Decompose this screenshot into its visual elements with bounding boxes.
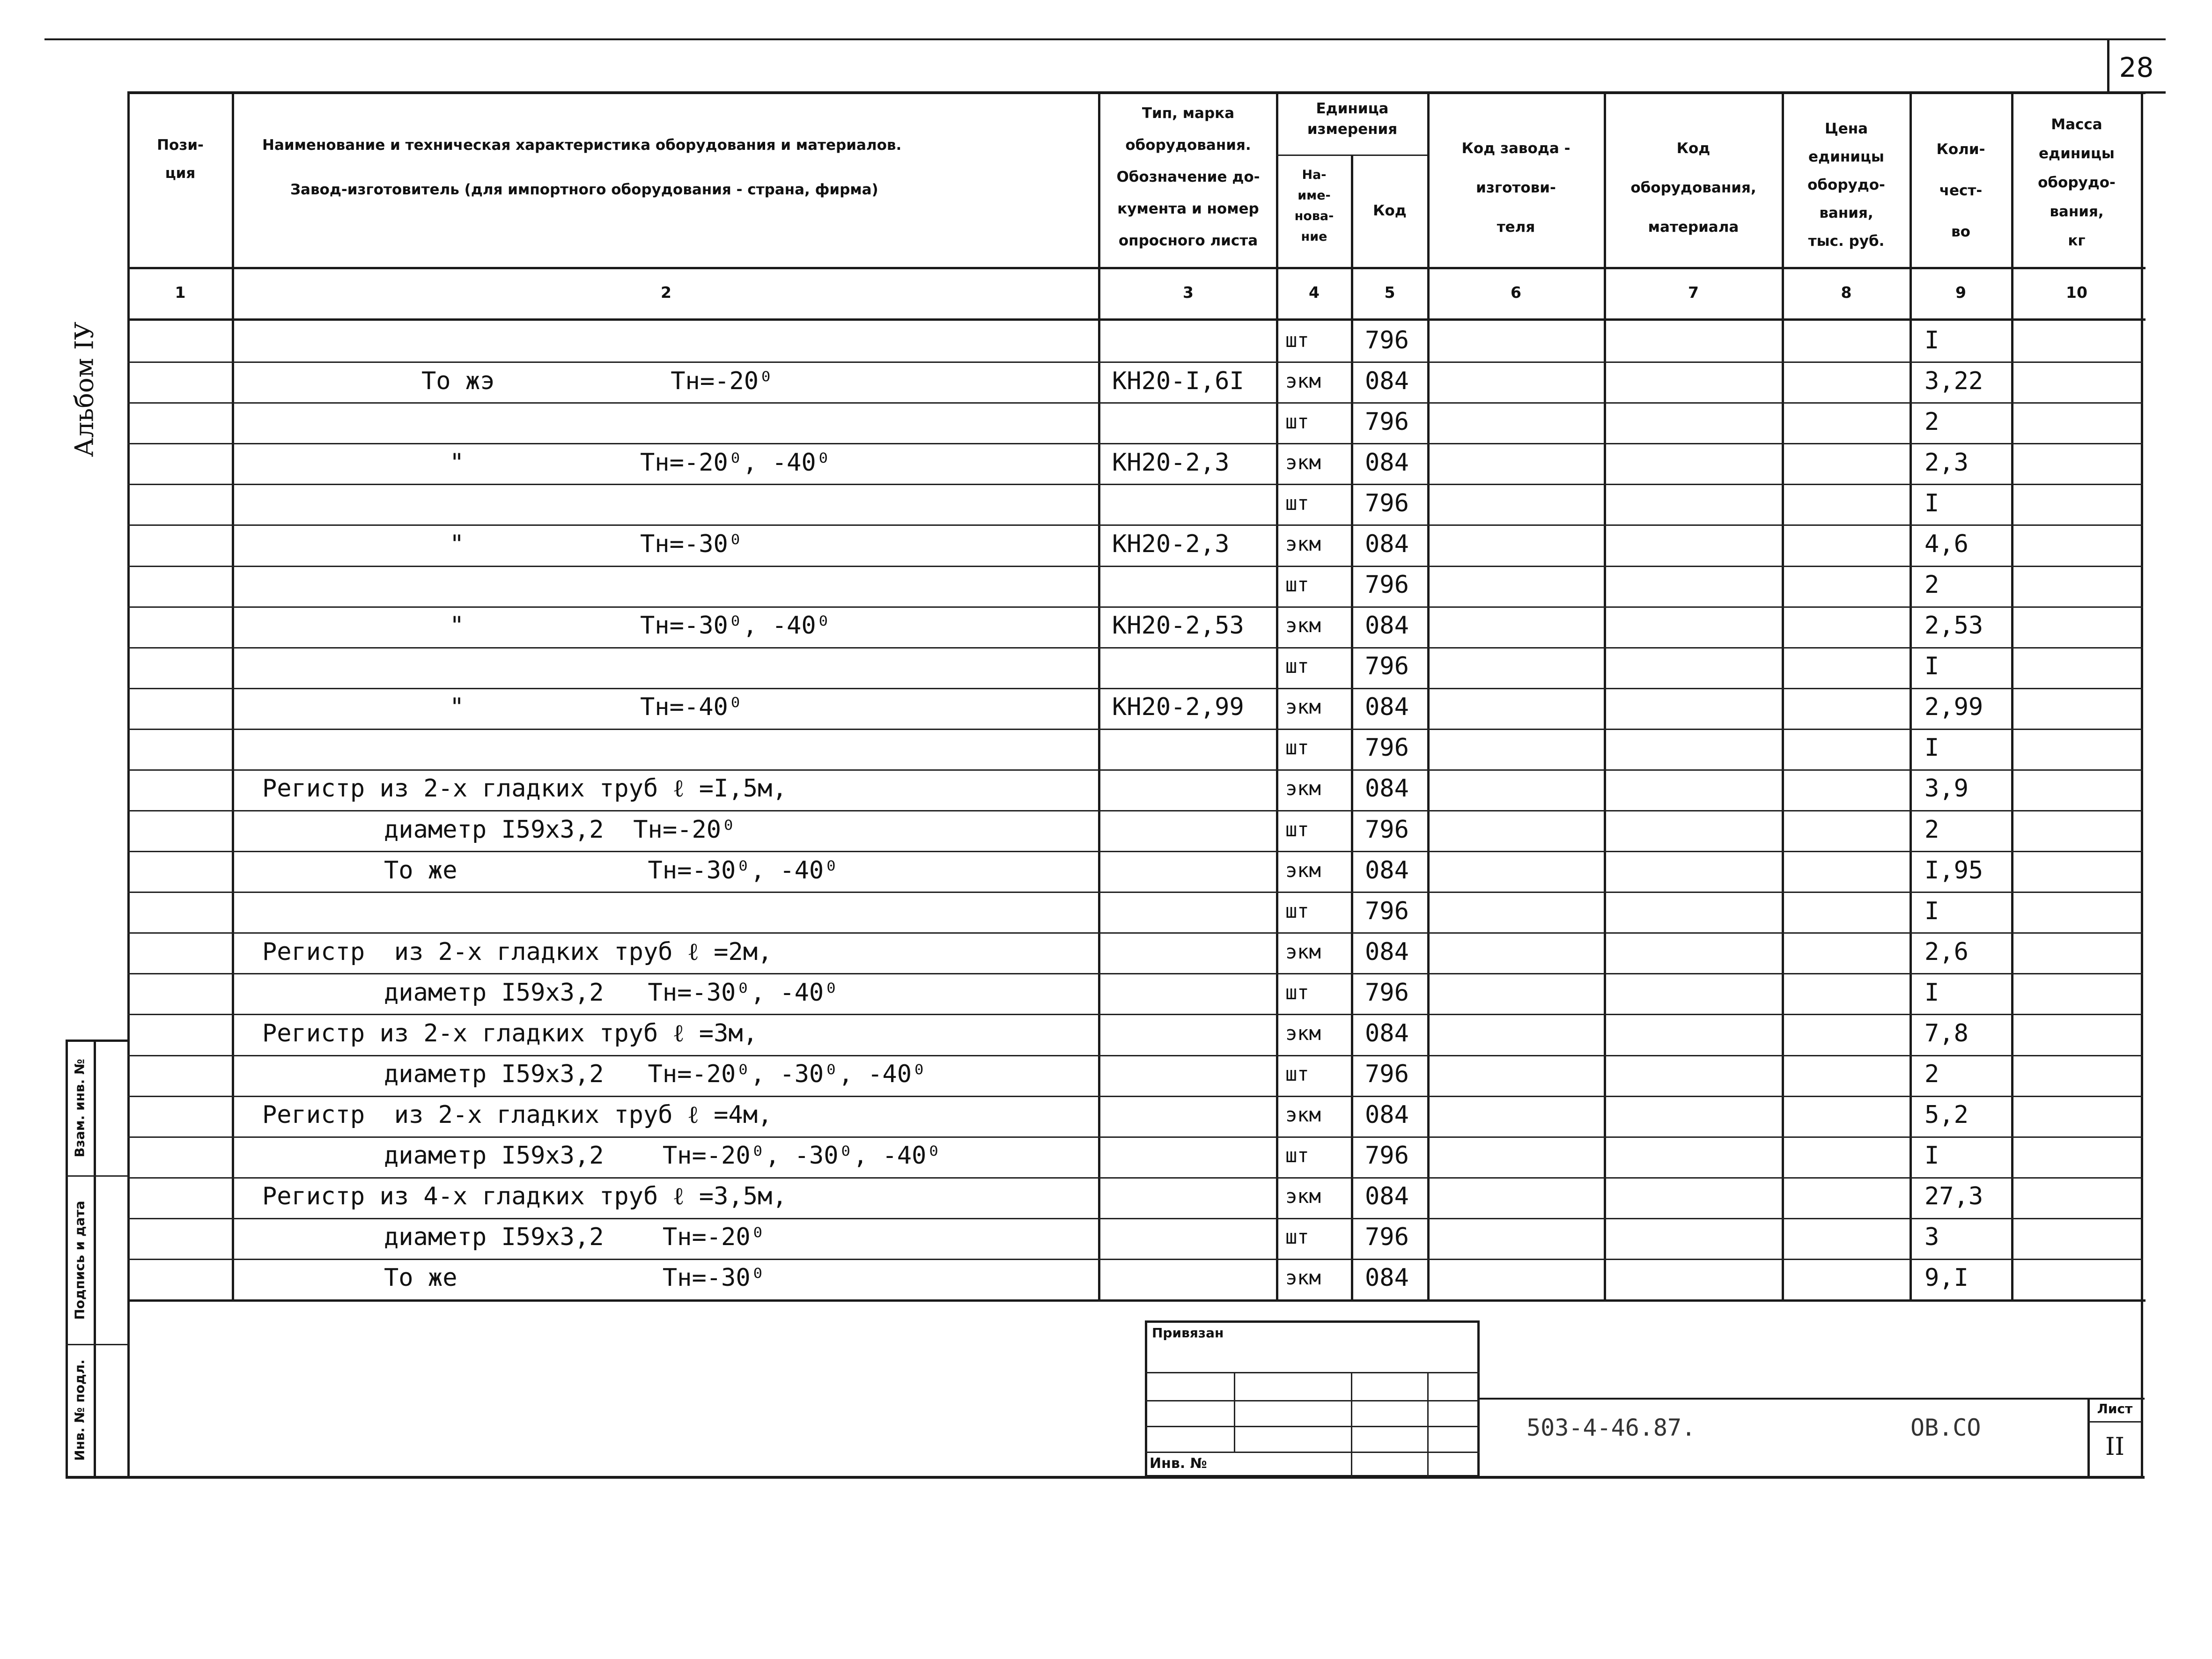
colnum-8: 8 [1841,283,1852,302]
row-unit: шт [1285,900,1309,922]
row-qty: 2 [1924,571,1939,599]
sheet-box-divider [2087,1421,2141,1423]
row-unit: экм [1285,940,1321,963]
row-divider [127,524,2143,526]
row-unit: шт [1285,1225,1309,1248]
stamp-line-3 [1145,1426,1480,1427]
row-qty: I [1924,326,1939,354]
stamp-vline-1 [1234,1372,1235,1452]
header-unit-name: На- име- нова- ние [1294,168,1334,244]
side-label-vzam-inv: Взам. инв. № [72,1059,88,1158]
row-qty: 2,53 [1924,612,1983,640]
row-unit: шт [1285,736,1309,759]
row-divider [127,1136,2143,1138]
colnum-3: 3 [1183,283,1194,302]
row-name: Регистр из 2-х гладких труб ℓ =4м, [262,1101,773,1129]
inv-no-label: Инв. № [1150,1455,1207,1472]
table-top-border [127,91,2146,94]
row-divider [127,1259,2143,1260]
row-unit: шт [1285,1144,1309,1167]
row-divider [127,851,2143,852]
col-line-7 [1782,91,1784,1300]
section-code: ОВ.СО [1910,1414,1981,1441]
row-code: 084 [1365,367,1409,395]
row-code: 084 [1365,1019,1409,1047]
colnum-bottom-border [127,318,2146,321]
row-divider [127,892,2143,893]
row-qty: 2 [1924,408,1939,436]
row-name: То жэ Тн=-20⁰ [421,367,774,395]
row-qty: 2,99 [1924,693,1983,721]
row-code: 084 [1365,1101,1409,1129]
header-name-line2: Завод-изготовитель (для импортного оборудования - страна, фирма) [290,181,878,198]
row-code: 796 [1365,652,1409,680]
row-unit: шт [1285,329,1309,352]
col-line-10 [2141,91,2143,1477]
row-code: 796 [1365,571,1409,599]
col-line-6 [1604,91,1606,1300]
col-line-1 [232,91,234,1300]
row-name: " Тн=-30⁰, -40⁰ [450,612,831,640]
row-name: Регистр из 2-х гладких труб ℓ =3м, [262,1019,758,1047]
row-qty: I [1924,489,1939,517]
side-strip-inner [94,1040,96,1477]
side-strip-left [66,1040,68,1477]
col-line-4 [1351,155,1353,1300]
table-body-bottom [127,1299,2146,1302]
row-code: 796 [1365,1223,1409,1251]
header-plant-code: Код завода - изготови- теля [1461,140,1571,236]
colnum-2: 2 [661,283,671,302]
row-code: 084 [1365,612,1409,640]
col-line-5 [1427,91,1430,1300]
stamp-line-4 [1145,1452,1480,1453]
header-bottom-border [127,267,2146,269]
top-border-line [44,38,2166,40]
header-quantity: Коли- чест- во [1936,141,1985,240]
row-unit: экм [1285,695,1321,718]
document-code: 503-4-46.87. [1526,1414,1696,1441]
row-unit: шт [1285,818,1309,841]
row-divider [127,1177,2143,1179]
header-equipment-code: Код оборудования, материала [1630,140,1756,236]
row-unit: экм [1285,1266,1321,1289]
row-unit: шт [1285,410,1309,433]
row-code: 084 [1365,938,1409,966]
row-code: 796 [1365,1142,1409,1170]
row-qty: 9,I [1924,1264,1969,1292]
row-name: " Тн=-40⁰ [450,693,743,721]
row-type: КН20-2,3 [1112,530,1230,558]
header-unit-code: Код [1373,202,1407,219]
row-code: 084 [1365,856,1409,885]
header-mass: Масса единицы оборудо- вания, кг [2038,116,2116,249]
stamp-line-2 [1145,1400,1480,1401]
row-divider [127,769,2143,771]
row-unit: шт [1285,573,1309,596]
colnum-6: 6 [1511,283,1521,302]
row-unit: шт [1285,981,1309,1004]
row-code: 084 [1365,774,1409,803]
row-code: 796 [1365,326,1409,354]
side-label-inv-podl: Инв. № подл. [72,1359,88,1461]
row-code: 796 [1365,816,1409,844]
row-type: КН20-2,3 [1112,449,1230,477]
row-unit: экм [1285,614,1321,637]
row-qty: 27,3 [1924,1182,1983,1210]
colnum-7: 7 [1688,283,1699,302]
row-divider [127,1096,2143,1097]
colnum-9: 9 [1955,283,1966,302]
row-unit: шт [1285,492,1309,515]
row-type: КН20-2,99 [1112,693,1244,721]
row-qty: 2,6 [1924,938,1969,966]
row-divider [127,1055,2143,1056]
row-divider [127,606,2143,608]
row-divider [127,1014,2143,1015]
header-unit-group: Единица измерения [1307,100,1398,138]
row-name: Регистр из 2-х гладких труб ℓ =2м, [262,938,773,966]
row-qty: 3,9 [1924,774,1969,803]
privyazan-label: Привязан [1152,1325,1224,1341]
row-name: Регистр из 2-х гладких труб ℓ =I,5м, [262,774,787,803]
row-name: То же Тн=-30⁰, -40⁰ [384,856,839,885]
row-divider [127,443,2143,444]
row-divider [127,973,2143,974]
sheet-number: II [2105,1433,2125,1461]
row-qty: I,95 [1924,856,1983,885]
row-divider [127,810,2143,811]
row-divider [127,566,2143,567]
row-qty: 2,3 [1924,449,1969,477]
row-qty: I [1924,652,1939,680]
header-price: Цена единицы оборудо- вания, тыс. руб. [1807,120,1885,250]
row-divider [127,729,2143,730]
col-line-8 [1910,91,1912,1300]
row-unit: шт [1285,1062,1309,1085]
row-divider [127,484,2143,485]
row-unit: экм [1285,1103,1321,1126]
row-name: " Тн=-20⁰, -40⁰ [450,449,831,477]
row-type: КН20-I,6I [1112,367,1244,395]
row-code: 796 [1365,408,1409,436]
colnum-10: 10 [2066,283,2087,302]
row-name: диаметр I59х3,2 Тн=-20⁰, -30⁰, -40⁰ [384,1142,941,1170]
row-code: 796 [1365,897,1409,925]
row-qty: 3,22 [1924,367,1983,395]
row-unit: экм [1285,532,1321,555]
unit-group-divider [1276,155,1427,156]
row-divider [127,932,2143,934]
row-divider [127,688,2143,689]
row-divider [127,402,2143,404]
row-name: То же Тн=-30⁰ [384,1264,765,1292]
row-code: 796 [1365,979,1409,1007]
stamp-vline-2 [1351,1372,1352,1477]
row-qty: 4,6 [1924,530,1969,558]
row-code: 796 [1365,489,1409,517]
row-unit: экм [1285,1185,1321,1208]
row-code: 084 [1365,1182,1409,1210]
row-name: Регистр из 4-х гладких труб ℓ =3,5м, [262,1182,787,1210]
row-divider [127,647,2143,649]
title-block-top [1477,1398,2145,1400]
colnum-5: 5 [1384,283,1395,302]
side-label-podpis-data: Подпись и дата [72,1201,88,1320]
row-code: 084 [1365,530,1409,558]
row-code: 796 [1365,1060,1409,1088]
row-code: 084 [1365,1264,1409,1292]
stamp-line-1 [1145,1372,1480,1373]
row-name: диаметр I59х3,2 Тн=-20⁰ [384,816,736,844]
header-position: Пози- ция [157,137,204,182]
row-qty: 2 [1924,816,1939,844]
row-unit: шт [1285,655,1309,678]
colnum-4: 4 [1309,283,1320,302]
row-name: диаметр I59х3,2 Тн=-20⁰ [384,1223,765,1251]
binding-stamp [1145,1320,1480,1477]
album-label: Альбом IУ [69,321,99,457]
row-code: 796 [1365,734,1409,762]
row-code: 084 [1365,449,1409,477]
row-qty: 7,8 [1924,1019,1969,1047]
col-line-9 [2011,91,2013,1300]
row-divider [127,361,2143,363]
page-number: 28 [2119,52,2154,83]
row-unit: экм [1285,859,1321,882]
colnum-1: 1 [175,283,186,302]
row-type: КН20-2,53 [1112,612,1244,640]
row-unit: экм [1285,777,1321,800]
row-qty: 5,2 [1924,1101,1969,1129]
page-bottom-border [66,1476,2145,1479]
row-qty: I [1924,979,1939,1007]
row-name: " Тн=-30⁰ [450,530,743,558]
row-name: диаметр I59х3,2 Тн=-20⁰, -30⁰, -40⁰ [384,1060,927,1088]
row-qty: I [1924,1142,1939,1170]
row-unit: экм [1285,1022,1321,1045]
row-qty: I [1924,734,1939,762]
row-code: 084 [1365,693,1409,721]
row-qty: I [1924,897,1939,925]
row-qty: 3 [1924,1223,1939,1251]
row-qty: 2 [1924,1060,1939,1088]
sheet-label: Лист [2097,1401,2133,1416]
header-name-line1: Наименование и техническая характеристика оборудования и материалов. [262,137,902,154]
row-unit: экм [1285,369,1321,392]
row-name: диаметр I59х3,2 Тн=-30⁰, -40⁰ [384,979,839,1007]
header-type: Тип, марка оборудования. Обозначение до- кумента и номер опросного листа [1116,105,1260,249]
row-unit: экм [1285,451,1321,474]
stamp-vline-3 [1427,1372,1429,1477]
row-divider [127,1218,2143,1219]
